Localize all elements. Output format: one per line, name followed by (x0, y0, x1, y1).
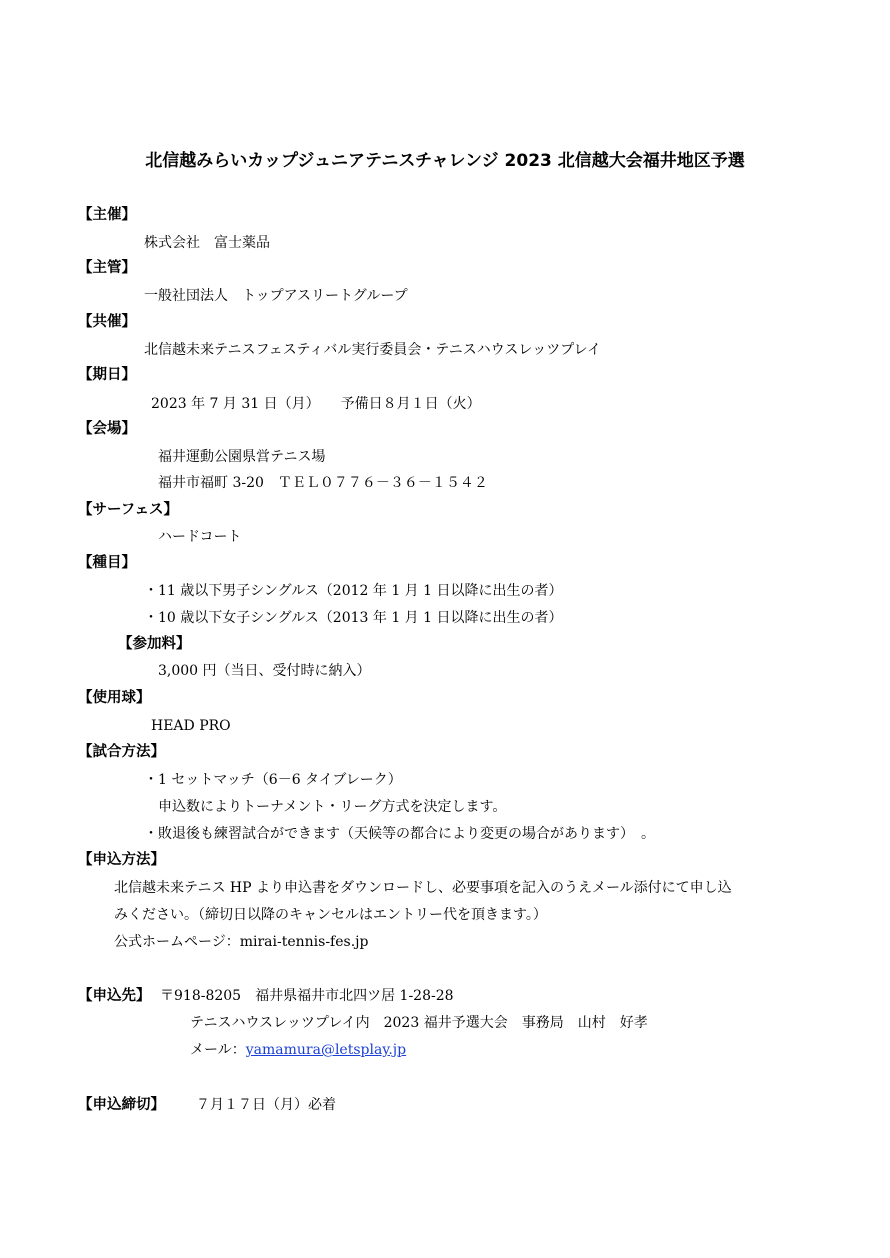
date-value: 2023 年 7 月 31 日（月） 予備日８月１日（火） (151, 396, 481, 412)
fee-value: 3,000 円（当日、受付時に納入） (158, 663, 371, 679)
apply-method-line: みください。（締切日以降のキャンセルはエントリー代を頂きます。） (114, 907, 547, 923)
event-item: ・11 歳以下男子シングルス（2012 年 1 月 1 日以降に出生の者） (144, 583, 563, 599)
apply-to-heading: 【申込先】 (78, 988, 151, 1004)
apply-to-office: テニスハウスレッツプレイ内 2023 福井予選大会 事務局 山村 好孝 (190, 1015, 648, 1031)
event-item: ・10 歳以下女子シングルス（2013 年 1 月 1 日以降に出生の者） (144, 610, 563, 626)
deadline-value: ７月１７日（月）必着 (196, 1097, 336, 1113)
format-line: 申込数によりトーナメント・リーグ方式を決定します。 (158, 799, 507, 815)
format-line: ・1 セットマッチ（6－6 タイブレーク） (144, 772, 402, 788)
date-heading: 【期日】 (78, 367, 136, 383)
mail-link[interactable]: yamamura@letsplay.jp (245, 1042, 407, 1058)
ball-heading: 【使用球】 (78, 690, 151, 706)
surface-heading: 【サーフェス】 (78, 502, 179, 518)
cosponsor-heading: 【共催】 (78, 314, 136, 330)
mail-label: メール： (190, 1042, 246, 1058)
ball-value: HEAD PRO (151, 718, 231, 734)
sponsor-heading: 【主催】 (78, 207, 136, 223)
venue-name: 福井運動公園県営テニス場 (158, 449, 326, 465)
events-heading: 【種目】 (78, 555, 136, 571)
apply-method-heading: 【申込方法】 (78, 852, 165, 868)
format-line: ・敗退後も練習試合ができます（天候等の都合により変更の場合があります） 。 (144, 826, 655, 842)
organizer-heading: 【主管】 (78, 260, 136, 276)
apply-method-line: 北信越未来テニス HP より申込書をダウンロードし、必要事項を記入のうえメール添付にて申し込 (114, 880, 732, 896)
venue-address: 福井市福町 3-20 ＴＥＬ０７７６－３６－１５４２ (158, 475, 488, 491)
organizer-value: 一般社団法人 トップアスリートグループ (144, 288, 408, 304)
format-heading: 【試合方法】 (78, 744, 165, 760)
document-title: 北信越みらいカップジュニアテニスチャレンジ 2023 北信越大会福井地区予選 (145, 151, 745, 171)
apply-to-mail-row (190, 1043, 406, 1057)
fee-heading: 【参加料】 (118, 636, 191, 652)
apply-to-address: 〒918-8205 福井県福井市北四ツ居 1-28-28 (160, 988, 454, 1004)
surface-value: ハードコート (158, 529, 242, 545)
venue-heading: 【会場】 (78, 421, 136, 437)
deadline-heading: 【申込締切】 (78, 1097, 165, 1113)
cosponsor-value: 北信越未来テニスフェスティバル実行委員会・テニスハウスレッツプレイ (144, 342, 601, 358)
sponsor-value: 株式会社 富士薬品 (144, 235, 270, 251)
apply-method-line: 公式ホームページ：mirai-tennis-fes.jp (114, 934, 369, 950)
